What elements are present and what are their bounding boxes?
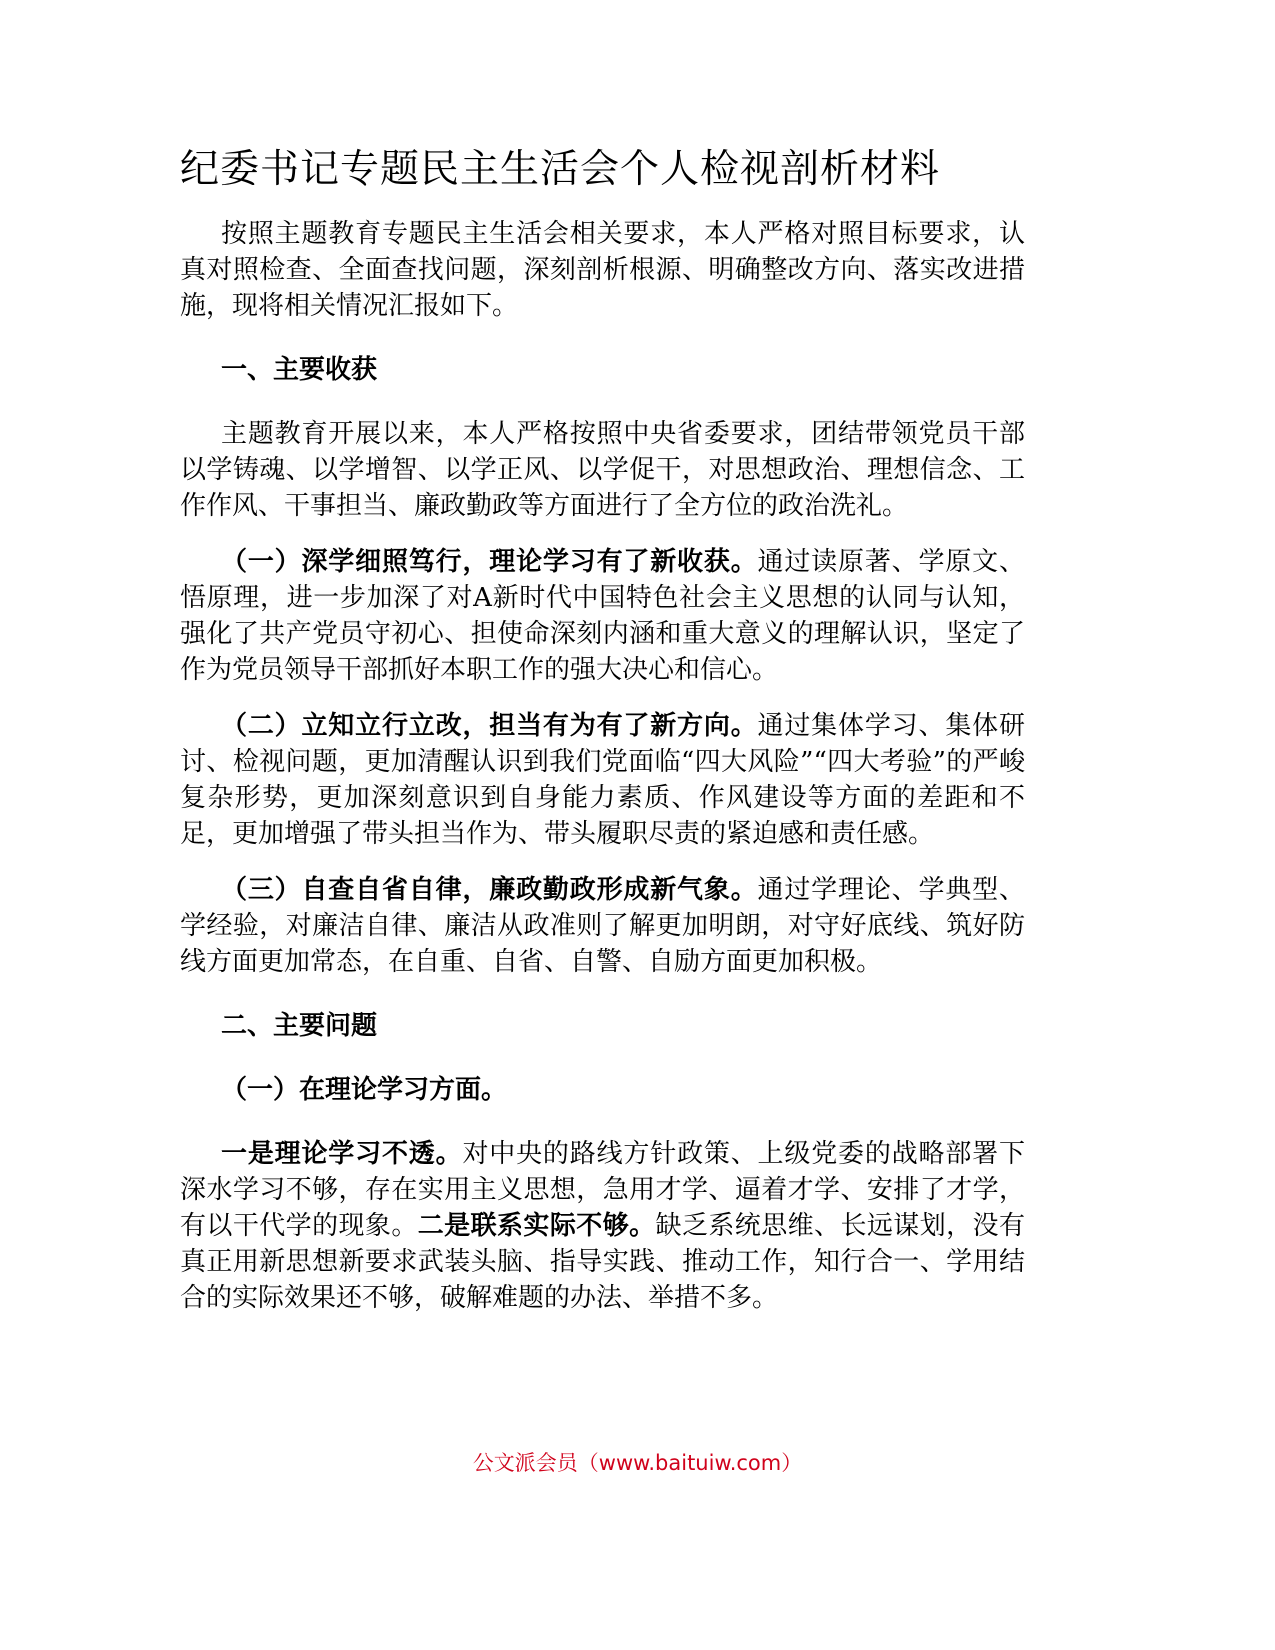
footer-watermark-text: 公文派会员（www.baituiw.com）	[472, 1451, 803, 1475]
problems-paragraph	[180, 1136, 1025, 1316]
gains-item-3-text: 通过学理论、学典型、学经验，对廉洁自律、廉洁从政准则了解更加明朗，对守好底线、筑好防线方面更加常态，在自重、自省、自警、自励方面更加积极。	[180, 875, 1025, 977]
gains-item-1-text: 通过读原著、学原文、悟原理，进一步加深了对A新时代中国特色社会主义思想的认同与认知，强化了共产党员守初心、担使命深刻内涵和重大意义的理解认识，坚定了作为党员领导干部抓好本职工作的强大决心和信心。	[180, 547, 1025, 685]
gains-item-3-lead: （三）自查自省自律，廉政勤政形成新气象。	[221, 875, 758, 905]
document-title: 纪委书记专题民主生活会个人检视剖析材料	[180, 147, 941, 192]
problem-2-lead: 二是联系实际不够。	[417, 1211, 656, 1241]
document-page	[180, 142, 1025, 1336]
gains-item-2-lead: （二）立知立行立改，担当有为有了新方向。	[221, 711, 758, 741]
problem-1-lead: 一是理论学习不透。	[221, 1139, 463, 1169]
problem-2-text: 缺乏系统思维、长远谋划，没有真正用新思想新要求武装头脑、指导实践、推动工作，知行合一、学用结合的实际效果还不够，破解难题的办法、举措不多。	[180, 1211, 1025, 1313]
gains-item-2	[180, 708, 1025, 852]
gains-item-1	[180, 544, 1025, 688]
gains-item-3	[180, 872, 1025, 980]
subheading-theory-study: （一）在理论学习方面。	[221, 1075, 508, 1105]
problem-1-text: 对中央的路线方针政策、上级党委的战略部署下深水学习不够，存在实用主义思想，急用才学、逼着才学、安排了才学，有以干代学的现象。	[180, 1139, 1025, 1241]
gains-paragraph: 主题教育开展以来，本人严格按照中央省委要求，团结带领党员干部以学铸魂、以学增智、以学正风、以学促干，对思想政治、理想信念、工作作风、干事担当、廉政勤政等方面进行了全方位的政治洗礼。	[180, 419, 1025, 521]
intro-paragraph: 按照主题教育专题民主生活会相关要求，本人严格对照目标要求，认真对照检查、全面查找问题，深刻剖析根源、明确整改方向、落实改进措施，现将相关情况汇报如下。	[180, 219, 1025, 321]
gains-item-1-lead: （一）深学细照笃行，理论学习有了新收获。	[221, 547, 758, 577]
section-heading-gains: 一、主要收获	[221, 355, 378, 385]
section-heading-problems: 二、主要问题	[221, 1011, 378, 1041]
gains-item-2-text: 通过集体学习、集体研讨、检视问题，更加清醒认识到我们党面临“四大风险”“四大考验”的严峻复杂形势，更加深刻意识到自身能力素质、作风建设等方面的差距和不足，更加增强了带头担当作为、带头履职尽责的紧迫感和责任感。	[180, 711, 1025, 849]
